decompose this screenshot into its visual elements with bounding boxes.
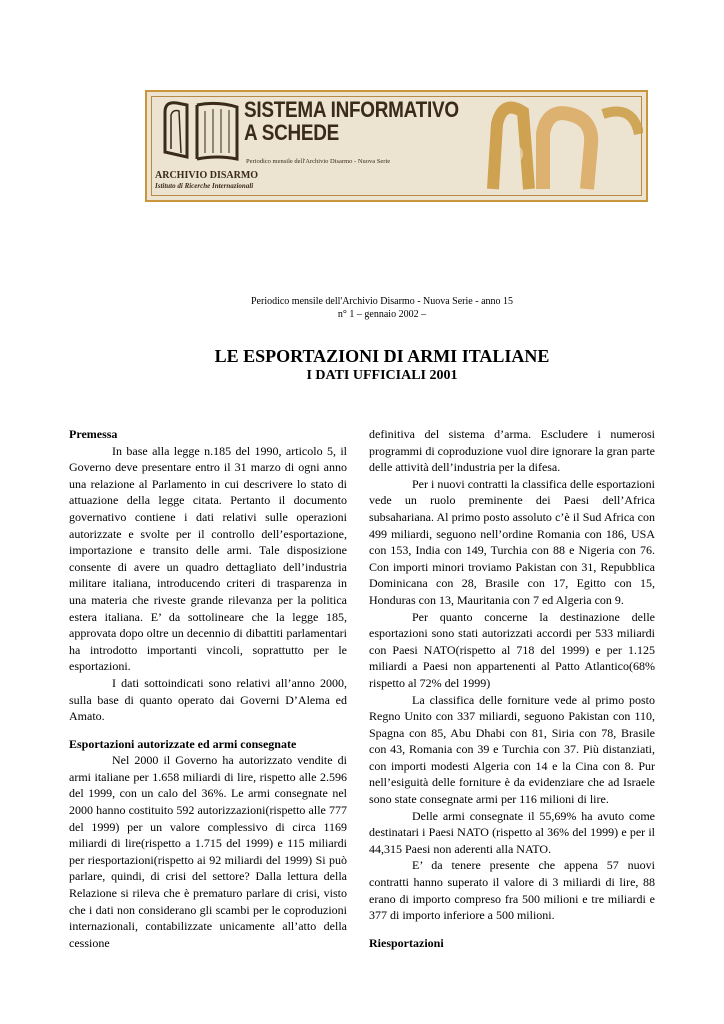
paragraph: Nel 2000 il Governo ha autorizzato vendite di armi italiane per 1.658 miliardi di lire, rispetto alle 2.596 del 1999, con un calo del 36%. Le armi consegnate nel 2000 hanno costituito 592 autorizzazioni(rispetto alle 777 del 1999) per un valore complessivo di circa 1169 miliardi di lire(rispetto a 1.715 del 1999) e 115 miliardi per riesportazioni(rispetto ai 92 miliardi del 1999) Si può parlare, quindi, di crisi del settore? Dalla lettura della Relazione si rileva che è prematuro parlare di crisi, visto che i dati non considerano gli scambi per le coproduzioni internazionali, contabilizzate unicamente all’atto della cessione xyxy=(69,753,347,950)
masthead-title-line2: A SCHEDE xyxy=(244,120,340,145)
masthead-title-line1: SISTEMA INFORMATIVO xyxy=(244,97,459,122)
paragraph: In base alla legge n.185 del 1990, articolo 5, il Governo deve presentare entro il 31 marzo di ogni anno una relazione al Parlamento in cui descrivere lo stato di attuazione della legge citata. Pertanto il documento governativo contiene i dati relativi sulle operazioni autorizzate e svolte per il controllo dell’esportazione, importazione e transito delle armi. Tale disposizione consente di avere un quadro dettagliato dell’industria militare italiana, introducendo criteri di trasparenza in una materia che riveste grande rilevanza per la politica estera italiana. E’ da sottolineare che la legge 185, approvata dopo oltre un decennio di dibattiti parlamentari ha introdotto importanti vincoli, soprattutto per le esportazioni. xyxy=(69,443,347,674)
paragraph: La classifica delle forniture vede al primo posto Regno Unito con 337 miliardi, seguono Pakistan con 110, Spagna con 85, Abu Dhabi con 81, Siria con 78, Brasile con 43, Romania con 39 e Turchia con 37. Più distanziati, con importi modesti Algeria con 14 e la Cina con 8. Pur nell’esiguità delle forniture è da evidenziare che ad Israele sono state consegnate armi per 116 milioni di lire. xyxy=(369,692,655,807)
masthead-archive-name: ARCHIVIO DISARMO xyxy=(155,170,259,181)
section-heading-riesportazioni: Riesportazioni xyxy=(369,935,444,950)
periodical-info-line2: n° 1 – gennaio 2002 – xyxy=(337,309,427,320)
masthead-institute-name: Istituto di Ricerche Internazionali xyxy=(155,182,254,190)
paragraph: E’ da tenere presente che appena 57 nuovi contratti hanno superato il valore di 3 miliardi di lire, 88 erano di importo compreso fra 500 milioni e tre miliardi e 377 di importo inferiore a 500 milioni. xyxy=(369,858,655,923)
masthead-title xyxy=(244,98,459,144)
paragraph: Per i nuovi contratti la classifica delle esportazioni vede un ruolo preminente dei Paesi dell’Africa subsahariana. Al primo posto assoluto c’è il Sud Africa con 499 miliardi, seguono nell’ordine Romania con 186, USA con 153, India con 149, Turchia con 88 e Nigeria con 76. Con importi minori troviamo Pakistan con 31, Repubblica Dominicana con 28, Brasile con 17, Egitto con 15, Honduras con 13, Mauritania con 7 ed Algeria con 9. xyxy=(369,476,655,607)
paragraph: I dati sottoindicati sono relativi all’anno 2000, sulla base di quanto operato dai Governi D’Alema ed Amato. xyxy=(69,675,347,724)
decorative-motif-icon xyxy=(483,94,643,199)
masthead-banner xyxy=(145,90,648,202)
paragraph: definitiva del sistema d’arma. Escludere i numerosi programmi di coproduzione vuol dire ignorare la gran parte delle attività dell’industria per la difesa. xyxy=(369,427,655,475)
section-heading-esportazioni: Esportazioni autorizzate ed armi consegnate xyxy=(69,736,297,751)
periodical-info-line1: Periodico mensile dell'Archivio Disarmo - Nuova Serie - anno 15 xyxy=(250,296,514,307)
paragraph: Delle armi consegnate il 55,69% ha avuto come destinatari i Paesi NATO (rispetto al 36% del 1999) e per il 44,315 Paesi non aderenti alla NATO. xyxy=(369,808,655,856)
document-subtitle: I DATI UFFICIALI 2001 xyxy=(306,368,458,383)
document-title: LE ESPORTAZIONI DI ARMI ITALIANE xyxy=(214,346,550,366)
right-column xyxy=(369,426,655,951)
paragraph: Per quanto concerne la destinazione delle esportazioni sono stati autorizzati accordi per 533 miliardi con Paesi NATO(rispetto al 718 del 1999) e per 1.125 miliardi a Paesi non appartenenti al Patto Atlantico(68% rispetto al 72% del 1999) xyxy=(369,609,655,690)
archive-logo-icon xyxy=(157,97,247,167)
left-column xyxy=(69,426,347,951)
masthead-subtitle: Periodico mensile dell'Archivio Disarmo - Nuova Serie xyxy=(246,158,391,165)
section-heading-premessa: Premessa xyxy=(69,427,118,441)
